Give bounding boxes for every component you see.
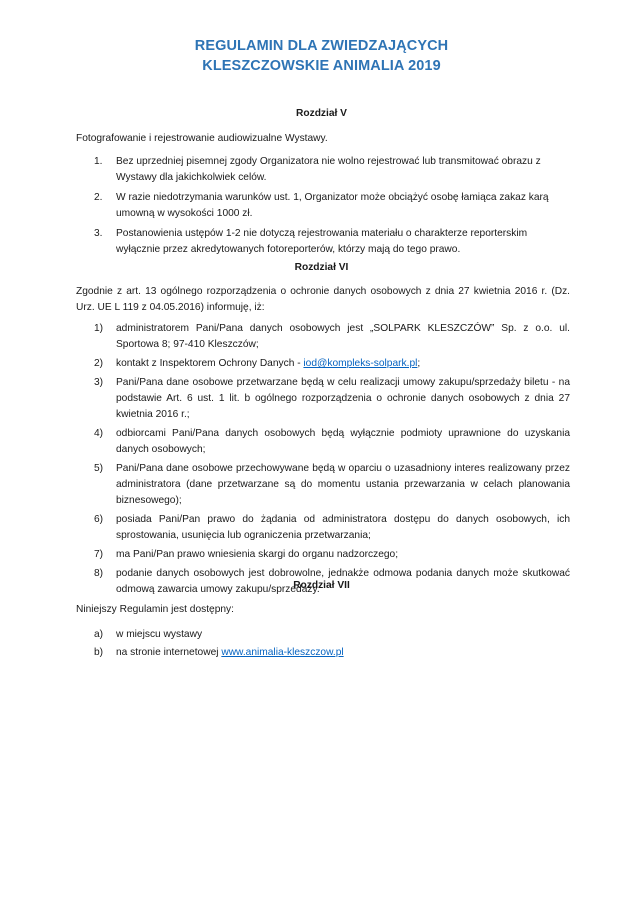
list-item: 3. Postanowienia ustępów 1-2 nie dotyczą rejestrowania materiału o charakterze reporterskim wyłącznie przez akredytowanych fotoreporterów, którzy mają do tego prawo. — [94, 228, 528, 255]
list-item: 2. W razie niedotrzymania warunków ust. 1, Organizator może obciążyć osobę łamiąca zakaz karą umowną w wysokości 1000 zł. — [94, 192, 549, 219]
website-link[interactable]: www.animalia-kleszczow.pl — [221, 647, 344, 658]
list-item: 7) ma Pani/Pan prawo wniesienia skargi do organu nadzorczego; — [94, 549, 399, 560]
document-title-line1: REGULAMIN DLA ZWIEDZAJĄCYCH — [194, 38, 449, 54]
list-item: 2) kontakt z Inspektorem Ochrony Danych - iod@kompleks-solpark.pl; — [94, 358, 421, 369]
chapter-6-heading: Rozdział VI — [294, 262, 349, 273]
list-item: 1. Bez uprzedniej pisemnej zgody Organizatora nie wolno rejestrować lub transmitować obrazu z Wystawy dla jakichkolwiek celów. — [94, 156, 541, 183]
document-title-line2: KLESZCZOWSKIE ANIMALIA 2019 — [202, 58, 441, 74]
chapter-5-intro: Fotografowanie i rejestrowanie audiowizualne Wystawy. — [76, 133, 328, 144]
list-item: 4) odbiorcami Pani/Pana danych osobowych będą wyłącznie podmioty uprawnione do uzyskania danych osobowych; — [94, 428, 570, 455]
iod-email-link[interactable]: iod@kompleks-solpark.pl — [303, 358, 418, 369]
list-item: 8) podanie danych osobowych jest dobrowolne, jednakże odmowa podania danych może skutkować odmową zawarcia umowy zakupu/sprzedaży. — [94, 568, 570, 595]
chapter-7-intro: Niniejszy Regulamin jest dostępny: — [76, 604, 234, 615]
list-item: 5) Pani/Pana dane osobowe przechowywane będą w oparciu o uzasadniony interes realizowany przez administratora (dane przetwarzane są do momentu ustania przewarzania w celach planowania biznesowego); — [94, 463, 570, 506]
list-item: a) w miejscu wystawy — [94, 629, 203, 640]
chapter-6-list — [76, 321, 570, 601]
chapter-6-intro: Zgodnie z art. 13 ogólnego rozporządzenia o ochronie danych osobowych z dnia 27 kwietnia 2016 r. (Dz. Urz. UE L 119 z 04.05.2016) informuję, iż: — [76, 286, 570, 313]
chapter-5-heading: Rozdział V — [296, 108, 347, 119]
chapter-7-list — [76, 627, 570, 665]
list-item: 3) Pani/Pana dane osobowe przetwarzane będą w celu realizacji umowy zakupu/sprzedaży biletu - na podstawie Art. 6 ust. 1 lit. b ogólnego rozporządzenia o ochronie danych osobowych z dnia 27 kwietnia 2016 r.; — [94, 377, 570, 420]
chapter-5-list — [76, 154, 570, 262]
chapter-7-heading: Rozdział VII — [293, 580, 350, 591]
list-item: b) na stronie internetowej www.animalia-kleszczow.pl — [94, 647, 344, 658]
list-item: 1) administratorem Pani/Pana danych osobowych jest „SOLPARK KLESZCZÓW” Sp. z o.o. ul. Sportowa 8; 97-410 Kleszczów; — [94, 323, 570, 350]
list-item: 6) posiada Pani/Pan prawo do żądania od administratora dostępu do danych osobowych, ich sprostowania, usunięcia lub ograniczenia przetwarzania; — [94, 514, 570, 541]
